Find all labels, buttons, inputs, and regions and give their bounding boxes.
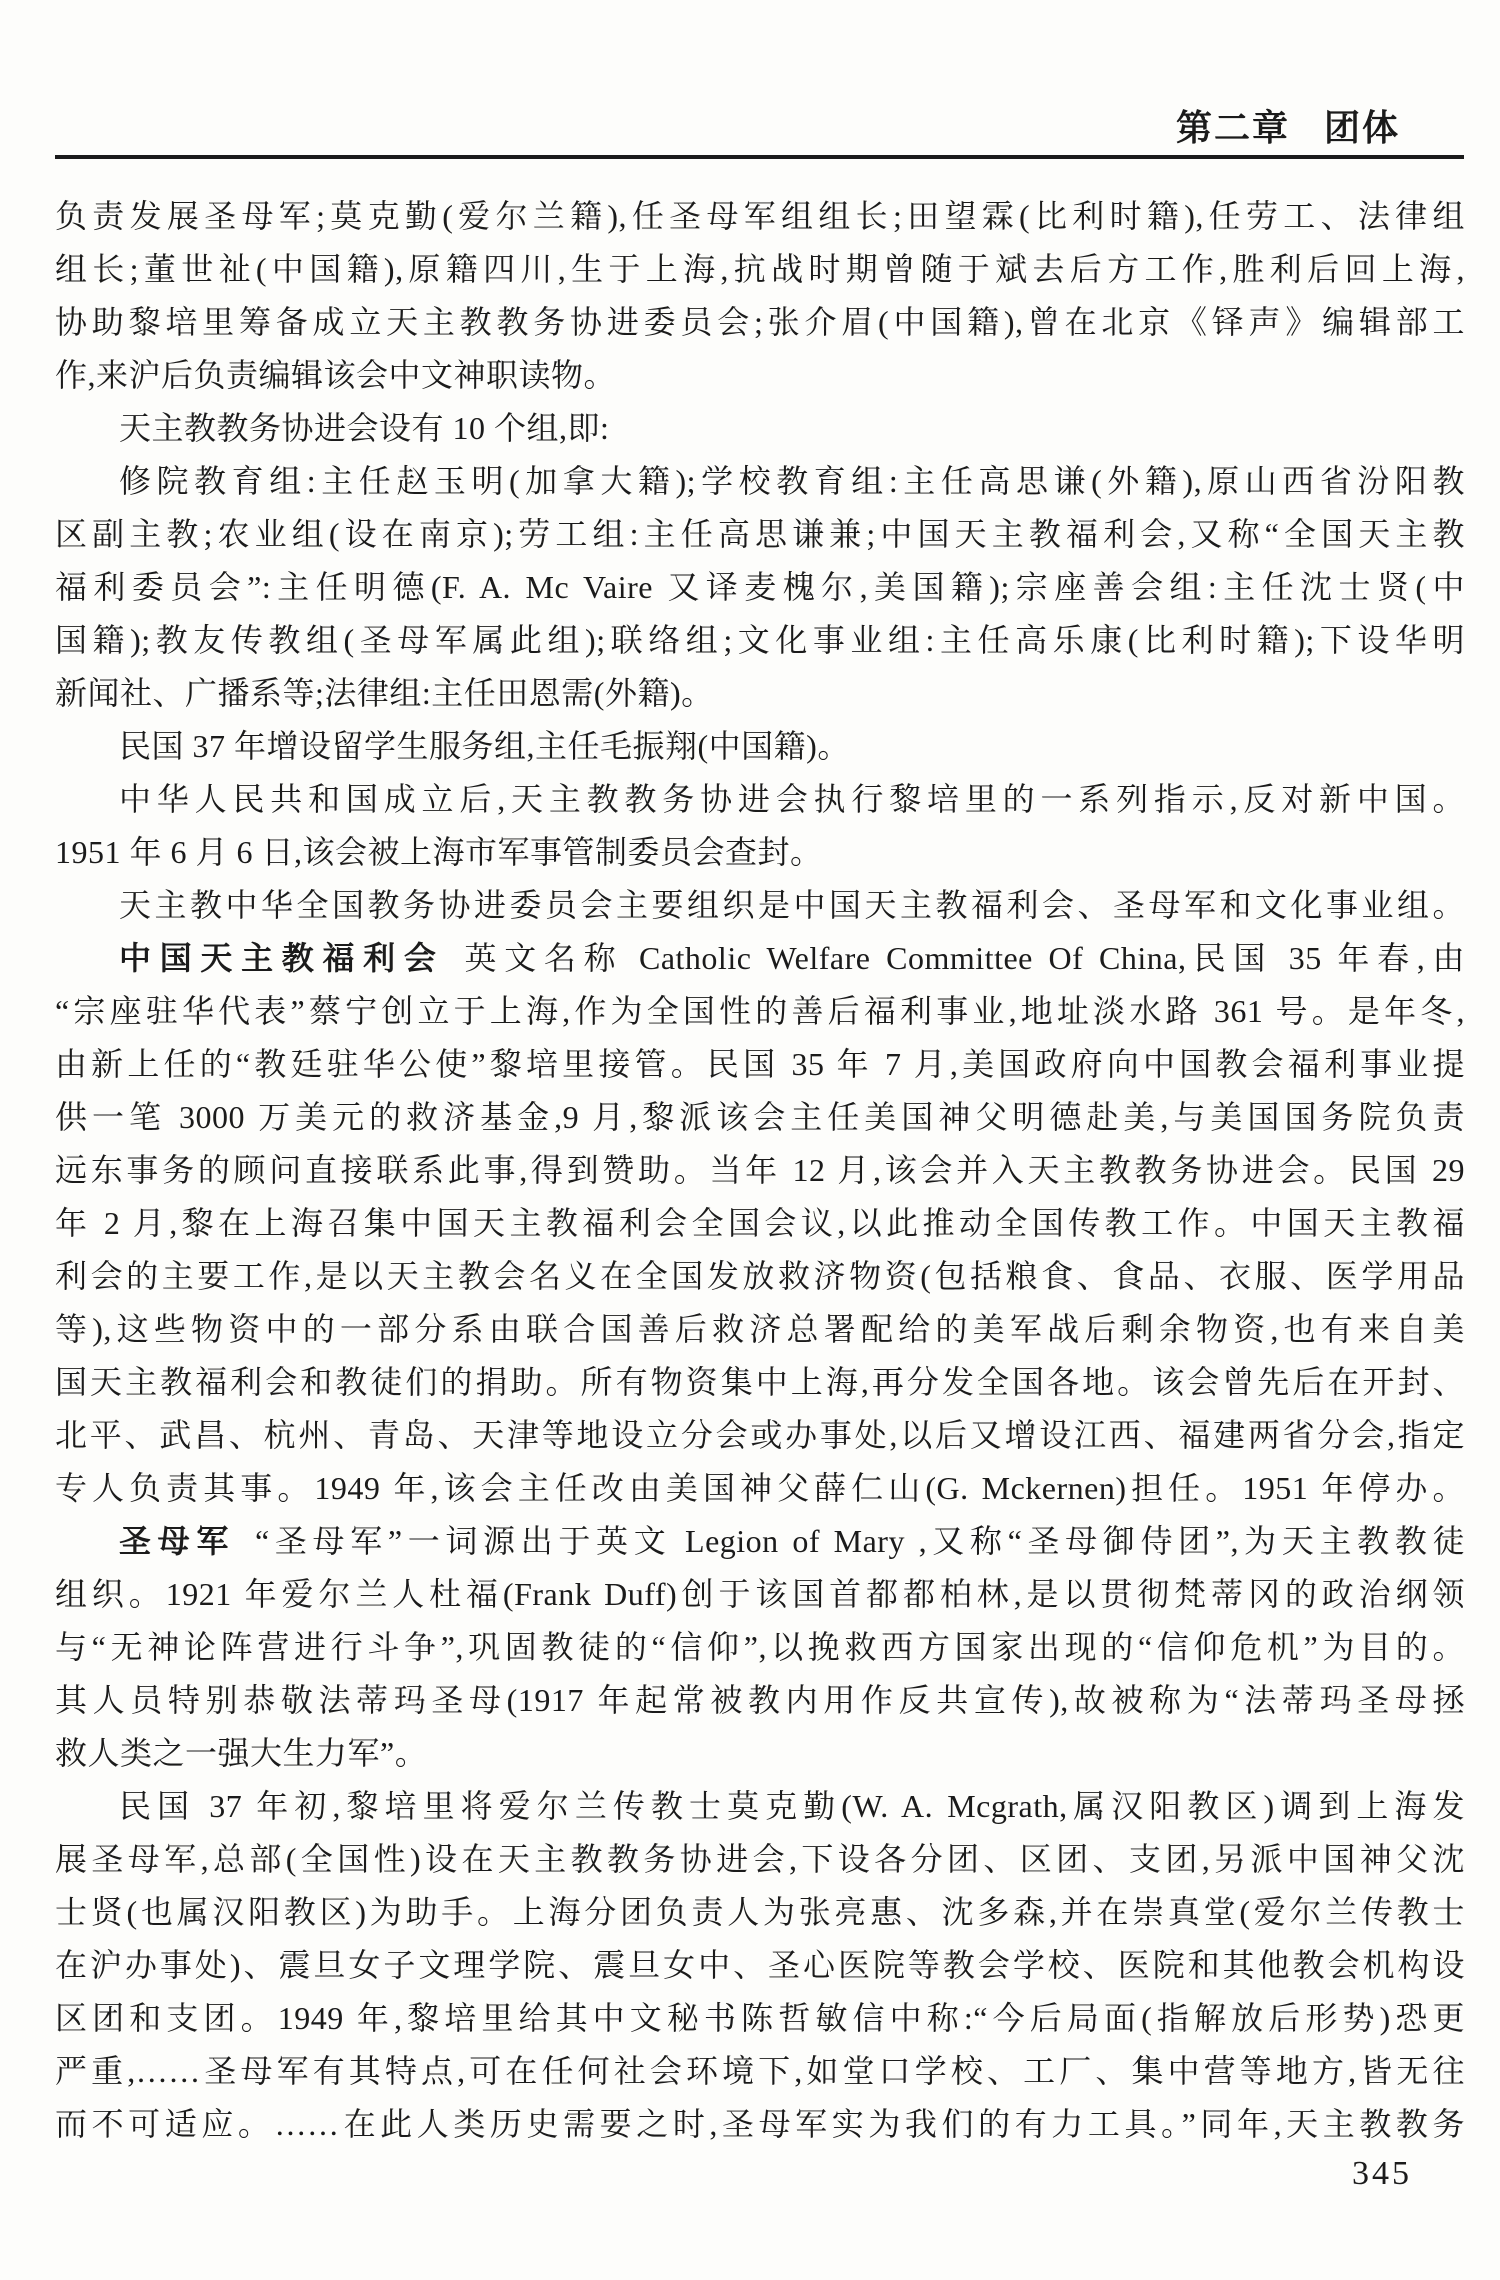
text-line (55, 932, 1465, 985)
text-line: 协助黎培里筹备成立天主教教务协进委员会;张介眉(中国籍),曾在北京《铎声》编辑部工 (55, 304, 1465, 340)
text-line: 供一笔 3000 万美元的救济基金,9 月,黎派该会主任美国神父明德赴美,与美国国务院负责 (55, 1099, 1465, 1135)
text-line: 而不可适应。……在此人类历史需要之时,圣母军实为我们的有力工具。”同年,天主教教务 (55, 2106, 1465, 2142)
text-line: 作,来沪后负责编辑该会中文神职读物。 (55, 357, 617, 393)
entry-text: 英文名称 Catholic Welfare Committee Of China,民国 35 年春,由 (464, 940, 1465, 976)
text-line: 新闻社、广播系等;法律组:主任田恩需(外籍)。 (55, 675, 714, 711)
text-line: 国籍);教友传教组(圣母军属此组);联络组;文化事业组:主任高乐康(比利时籍);下设华明 (55, 622, 1465, 658)
text-line: 等),这些物资中的一部分系由联合国善后救济总署配给的美军战后剩余物资,也有来自美 (55, 1311, 1465, 1347)
text-line: 救人类之一强大生力军”。 (55, 1735, 428, 1771)
text-line: 利会的主要工作,是以天主教会名义在全国发放救济物资(包括粮食、食品、衣服、医学用品 (55, 1258, 1465, 1294)
text-line: 民国 37 年初,黎培里将爱尔兰传教士莫克勤(W. A. Mcgrath,属汉阳教区)调到上海发 (119, 1788, 1465, 1824)
text-line: 中华人民共和国成立后,天主教教务协进会执行黎培里的一系列指示,反对新中国。 (119, 781, 1465, 817)
entry-text: “圣母军”一词源出于英文 Legion of Mary ,又称“圣母御侍团”,为天主教教徒 (255, 1523, 1465, 1559)
entry-term: 圣母军 (119, 1523, 235, 1559)
entry-term: 中国天主教福利会 (119, 940, 445, 976)
text-line: 展圣母军,总部(全国性)设在天主教教务协进会,下设各分团、区团、支团,另派中国神父沈 (55, 1841, 1465, 1877)
text-line: 修院教育组:主任赵玉明(加拿大籍);学校教育组:主任高思谦(外籍),原山西省汾阳教 (119, 463, 1465, 499)
text-line: “宗座驻华代表”蔡宁创立于上海,作为全国性的善后福利事业,地址淡水路 361 号。是年冬, (55, 993, 1465, 1029)
text-line: 远东事务的顾问直接联系此事,得到赞助。当年 12 月,该会并入天主教教务协进会。民国 29 (55, 1152, 1465, 1188)
text-line: 其人员特别恭敬法蒂玛圣母(1917 年起常被教内用作反共宣传),故被称为“法蒂玛圣母拯 (55, 1682, 1465, 1718)
text-line: 士贤(也属汉阳教区)为助手。上海分团负责人为张亮惠、沈多森,并在崇真堂(爱尔兰传教士 (55, 1894, 1465, 1930)
text-line: 区副主教;农业组(设在南京);劳工组:主任高思谦兼;中国天主教福利会,又称“全国天主教 (55, 516, 1465, 552)
text-line: 组长;董世祉(中国籍),原籍四川,生于上海,抗战时期曾随于斌去后方工作,胜利后回上海, (55, 251, 1465, 287)
text-line: 负责发展圣母军;莫克勤(爱尔兰籍),任圣母军组组长;田望霖(比利时籍),任劳工、法律组 (55, 198, 1465, 234)
chapter-label: 第二章 (1175, 107, 1290, 148)
text-line: 专人负责其事。1949 年,该会主任改由美国神父薛仁山(G. Mckernen)担任。1951 年停办。 (55, 1470, 1465, 1506)
running-head (1176, 106, 1400, 150)
text-line: 严重,……圣母军有其特点,可在任何社会环境下,如堂口学校、工厂、集中营等地方,皆无往 (55, 2053, 1465, 2089)
text-line: 福利委员会”:主任明德(F. A. Mc Vaire 又译麦槐尔,美国籍);宗座善会组:主任沈士贤(中 (55, 569, 1465, 605)
text-line: 年 2 月,黎在上海召集中国天主教福利会全国会议,以此推动全国传教工作。中国天主教福 (55, 1205, 1465, 1241)
page-number: 345 (1352, 2155, 1412, 2192)
text-line (55, 1515, 1465, 1568)
text-line: 民国 37 年增设留学生服务组,主任毛振翔(中国籍)。 (119, 728, 850, 764)
text-line: 区团和支团。1949 年,黎培里给其中文秘书陈哲敏信中称:“今后局面(指解放后形势)恐更 (55, 2000, 1465, 2036)
document-lines (55, 190, 1465, 2151)
text-line: 与“无神论阵营进行斗争”,巩固教徒的“信仰”,以挽救西方国家出现的“信仰危机”为目的。 (55, 1629, 1465, 1665)
text-line: 北平、武昌、杭州、青岛、天津等地设立分会或办事处,以后又增设江西、福建两省分会,指定 (55, 1417, 1465, 1453)
text-line: 组织。1921 年爱尔兰人杜福(Frank Duff)创于该国首都都柏林,是以贯彻梵蒂冈的政治纲领 (55, 1576, 1465, 1612)
text-line: 在沪办事处)、震旦女子文理学院、震旦女中、圣心医院等教会学校、医院和其他教会机构设 (55, 1947, 1465, 1983)
text-line: 由新上任的“教廷驻华公使”黎培里接管。民国 35 年 7 月,美国政府向中国教会福利事业提 (55, 1046, 1465, 1082)
header-rule (55, 155, 1464, 159)
text-line: 国天主教福利会和教徒们的捐助。所有物资集中上海,再分发全国各地。该会曾先后在开封、 (55, 1364, 1465, 1400)
text-line: 1951 年 6 月 6 日,该会被上海市军事管制委员会查封。 (55, 834, 823, 870)
section-label: 团体 (1323, 107, 1400, 148)
text-line: 天主教中华全国教务协进委员会主要组织是中国天主教福利会、圣母军和文化事业组。 (119, 887, 1465, 923)
text-line: 天主教教务协进会设有 10 个组,即: (119, 410, 610, 446)
